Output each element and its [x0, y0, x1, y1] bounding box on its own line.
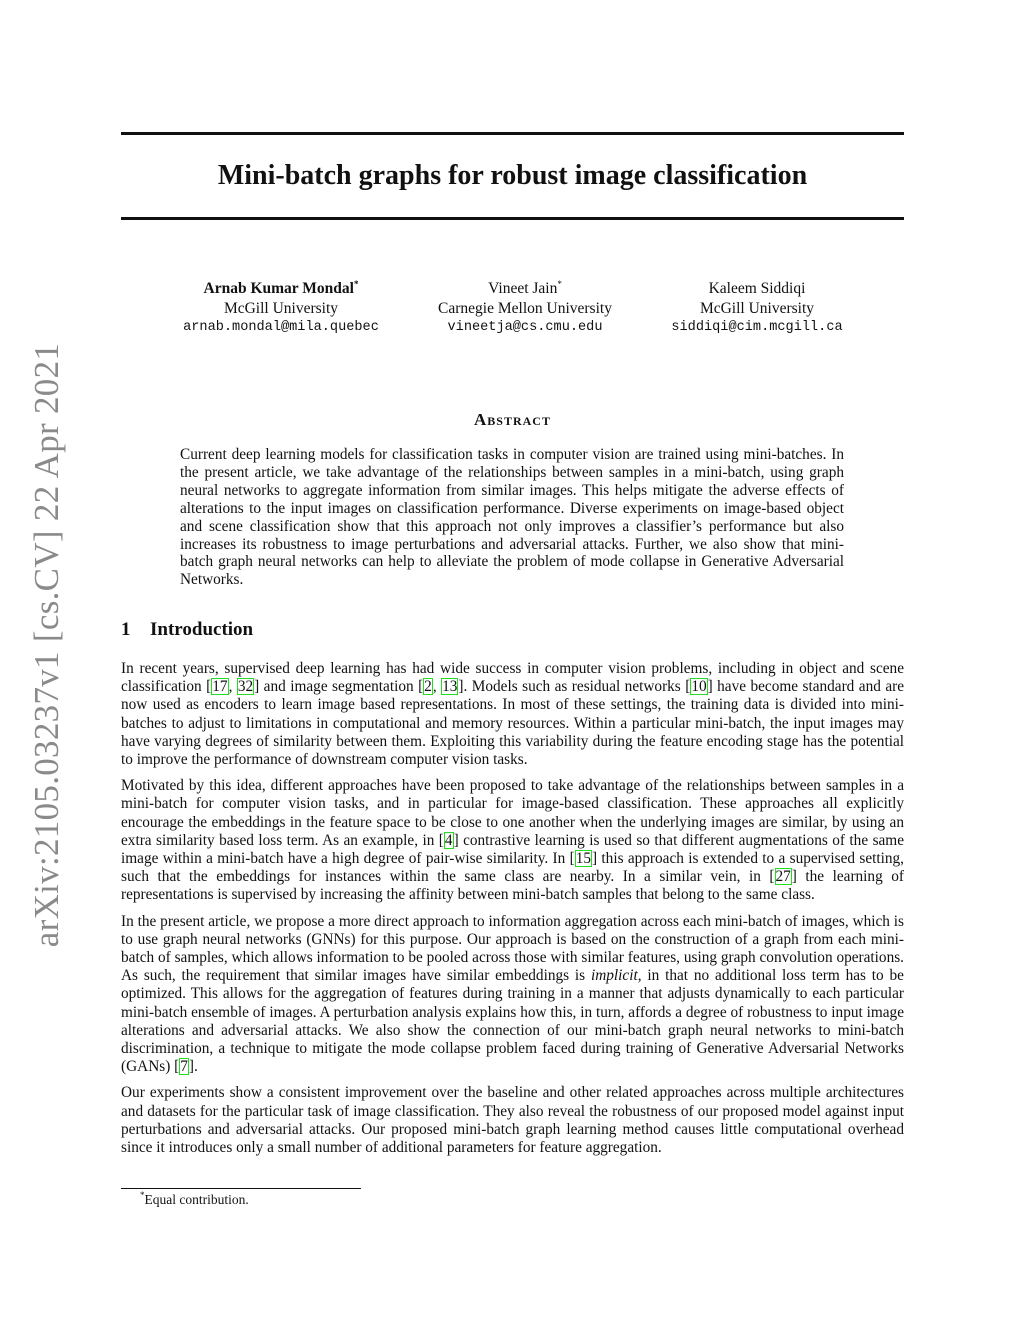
author-affiliation: Carnegie Mellon University — [438, 299, 612, 317]
section-number: 1 — [121, 619, 131, 640]
title-rule-top — [121, 132, 904, 135]
citation-link[interactable]: 10 — [691, 678, 707, 696]
author-name: Arnab Kumar Mondal* — [203, 279, 359, 297]
paragraph: Our experiments show a consistent improvement over the baseline and other related approaches across multiple architectures and datasets for the particular task of image classification. They also reveal the robustness of our proposed model against input perturbations and adversarial attacks. Our proposed mini-batch graph learning method causes little computational overhead since it introduces only a small number of additional parameters for feature aggregation. — [121, 1084, 904, 1157]
citation-link[interactable]: 15 — [575, 850, 591, 868]
citation-link[interactable]: 17 — [212, 678, 228, 696]
paragraph: In the present article, we propose a more direct approach to information aggregation across each mini-batch of images, which is to use graph neural networks (GNNs) for this purpose. Our approach is based on the construction of a graph from each mini-batch of samples, which allows information to be pooled across those with similar features, using graph convolution operations. As such, the requirement that similar images have similar embeddings is implicit, in that no additional loss term has to be optimized. This allows for the aggregation of features during training in a manner that adjusts dynamically to each particular mini-batch ensemble of images. A perturbation analysis explains how this, in turn, affords a degree of robustness to input image alterations and adversarial attacks. We also show the connection of our mini-batch graph neural networks to mini-batch discrimination, a technique to mitigate the mode collapse problem faced during training of Generative Adversarial Networks (GANs) [7]. — [121, 912, 904, 1076]
abstract-heading: Abstract — [474, 410, 551, 429]
author-name: Vineet Jain* — [488, 279, 562, 297]
equal-contribution-mark: * — [353, 279, 359, 289]
footnote-rule — [121, 1188, 361, 1189]
author-name: Kaleem Siddiqi — [708, 280, 806, 297]
citation-link[interactable]: 4 — [444, 831, 453, 849]
equal-contribution-mark: * — [557, 279, 562, 289]
citation-link[interactable]: 13 — [442, 678, 458, 696]
author-affiliation: McGill University — [223, 299, 339, 317]
paragraph: Motivated by this idea, different approaches have been proposed to take advantage of the relationships between samples in a mini-batch for computer vision tasks, and in particular for image-based classification. These approaches all explicitly encourage the embeddings in the feature space to be close to one another when the underlying images are similar, by using an extra similarity based loss term. As an example, in [4] contrastive learning is used so that different augmentations of the same image within a mini-batch have a high degree of pair-wise similarity. In [15] this approach is extended to a supervised setting, such that the embeddings for instances within the same class are nearby. In a similar vein, in [27] the learning of representations is supervised by increasing the affinity between mini-batch samples that belong to the same class. — [121, 777, 904, 904]
author-block — [156, 279, 406, 338]
section-heading — [121, 619, 253, 641]
paper-title: Mini-batch graphs for robust image classification — [217, 160, 808, 191]
abstract-text: Current deep learning models for classification tasks in computer vision are trained using mini-batches. In the present article, we take advantage of the relationships between samples in a mini-batch, using graph neural networks to aggregate information from similar images. This helps mitigate the adverse effects of alterations to the input images on classification performance. Diverse experiments on image-based object and scene classification show that this approach not only improves a classifier’s performance but also increases its robustness to image perturbations and adversarial attacks. Further, we also show that mini-batch graph neural networks can help to alleviate the problem of mode collapse in Generative Adversarial Networks. — [180, 446, 844, 589]
emphasis: implicit — [590, 967, 638, 985]
author-email[interactable]: siddiqi@cim.mcgill.ca — [671, 320, 843, 335]
arxiv-identifier-text: arXiv:2105.03237v1 [cs.CV] 22 Apr 2021 — [27, 342, 66, 948]
author-email[interactable]: arnab.mondal@mila.quebec — [183, 320, 379, 335]
citation-link[interactable]: 32 — [237, 678, 254, 696]
introduction-body — [121, 660, 904, 1165]
footnote-text: Equal contribution. — [144, 1192, 249, 1207]
citation-link[interactable]: 7 — [180, 1058, 188, 1076]
footnote — [140, 1192, 249, 1208]
author-block — [400, 279, 650, 338]
footnote-mark: * — [140, 1190, 145, 1200]
citation-link[interactable]: 27 — [775, 868, 791, 886]
author-block — [632, 279, 882, 338]
author-email[interactable]: vineetja@cs.cmu.edu — [447, 320, 603, 335]
title-rule-bottom — [121, 217, 904, 220]
paragraph: In recent years, supervised deep learning has had wide success in computer vision problems, including in object and scene classification [17, 32] and image segmentation [2, 13]. Models such as residual networks [10] have become standard and are now used as encoders to learn image based representations. In most of these settings, the training data is divided into mini-batches to adjust to limitations in computational and memory resources. Within a particular mini-batch, the input images may have varying degrees of similarity between them. Exploiting this variability during the feature encoding stage has the potential to improve the performance of downstream computer vision tasks. — [121, 660, 904, 769]
author-affiliation: McGill University — [699, 299, 815, 317]
citation-link[interactable]: 2 — [424, 678, 432, 696]
section-title: Introduction — [150, 619, 254, 640]
